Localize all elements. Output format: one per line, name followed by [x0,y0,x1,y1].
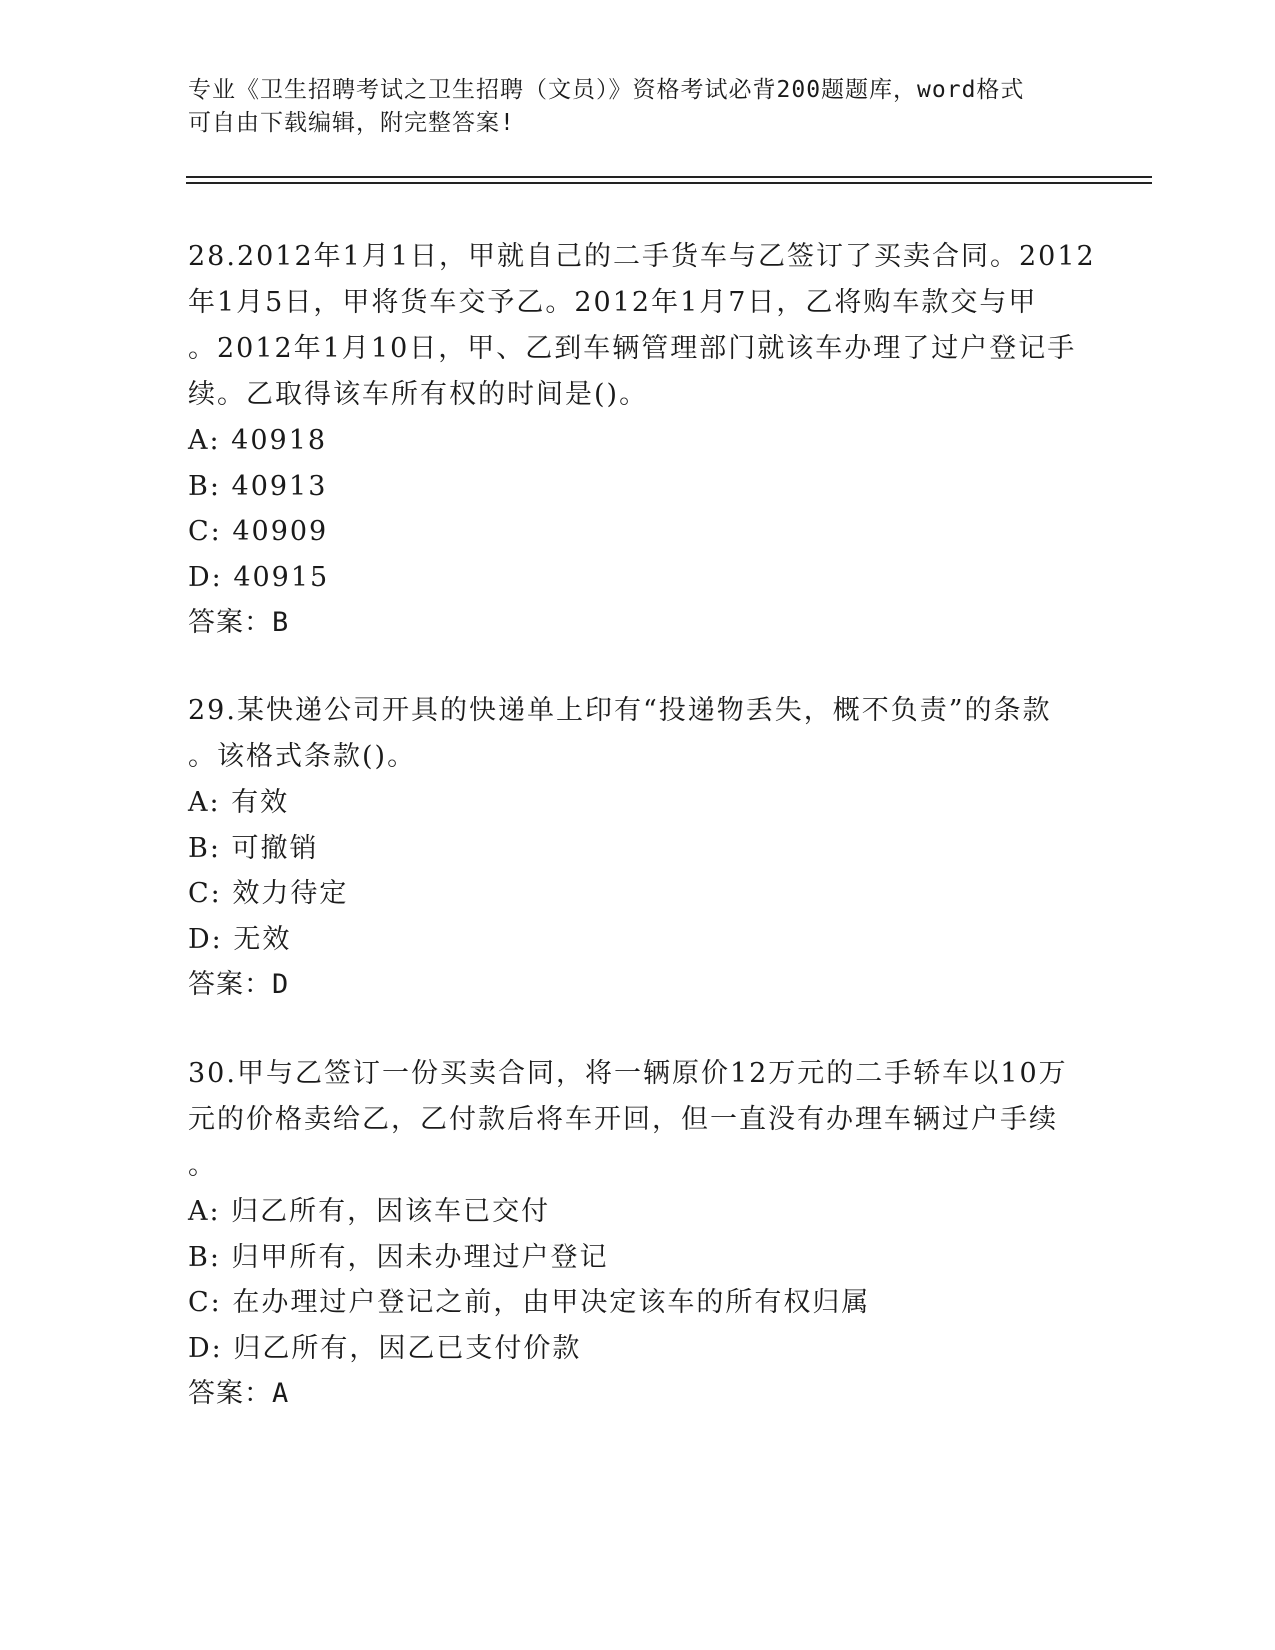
question-text-line: 元的价格卖给乙，乙付款后将车开回，但一直没有办理车辆过户手续 [188,1104,1058,1135]
answer-line: 答案：B [188,607,290,638]
option-a: A: 有效 [188,787,290,818]
option-c: C: 效力待定 [188,878,349,909]
header-divider-top [186,176,1152,178]
question-text-line: 续。乙取得该车所有权的时间是()。 [188,379,649,410]
question-text-line: 。 [188,1150,217,1181]
option-d: D: 40915 [188,561,330,593]
question-text-line: 。2012年1月10日，甲、乙到车辆管理部门就该车办理了过户登记手 [188,333,1077,364]
question-text-line: 28.2012年1月1日，甲就自己的二手货车与乙签订了买卖合同。2012 [188,241,1096,272]
header-divider-bottom [186,182,1152,184]
option-a: A: 归乙所有，因该车已交付 [188,1196,551,1227]
question-29 [188,688,1088,1008]
option-b: B: 可撤销 [188,832,319,864]
option-c: C: 在办理过户登记之前，由甲决定该车的所有权归属 [188,1287,871,1318]
option-b: B: 40913 [188,470,328,502]
answer-line: 答案：D [188,969,290,1000]
question-text-line: 30.甲与乙签订一份买卖合同，将一辆原价12万元的二手轿车以10万 [188,1058,1068,1089]
option-c: C: 40909 [188,516,329,547]
question-28 [188,234,1096,646]
option-d: D: 归乙所有，因乙已支付价款 [188,1332,582,1364]
question-text-line: 年1月5日，甲将货车交予乙。2012年1月7日，乙将购车款交与甲 [188,287,1038,318]
answer-line: 答案：A [188,1378,290,1409]
page-header [188,74,1068,140]
question-text-line: 。该格式条款()。 [188,741,417,772]
question-30 [188,1051,1088,1417]
option-a: A: 40918 [188,425,328,456]
header-line-2: 可自由下载编辑，附完整答案! [188,110,515,136]
question-text-line: 29.某快递公司开具的快递单上印有“投递物丢失，概不负责”的条款 [188,695,1052,726]
header-line-1: 专业《卫生招聘考试之卫生招聘（文员）》资格考试必背200题题库，word格式 [188,77,1025,103]
option-d: D: 无效 [188,923,292,955]
option-b: B: 归甲所有，因未办理过户登记 [188,1241,609,1273]
